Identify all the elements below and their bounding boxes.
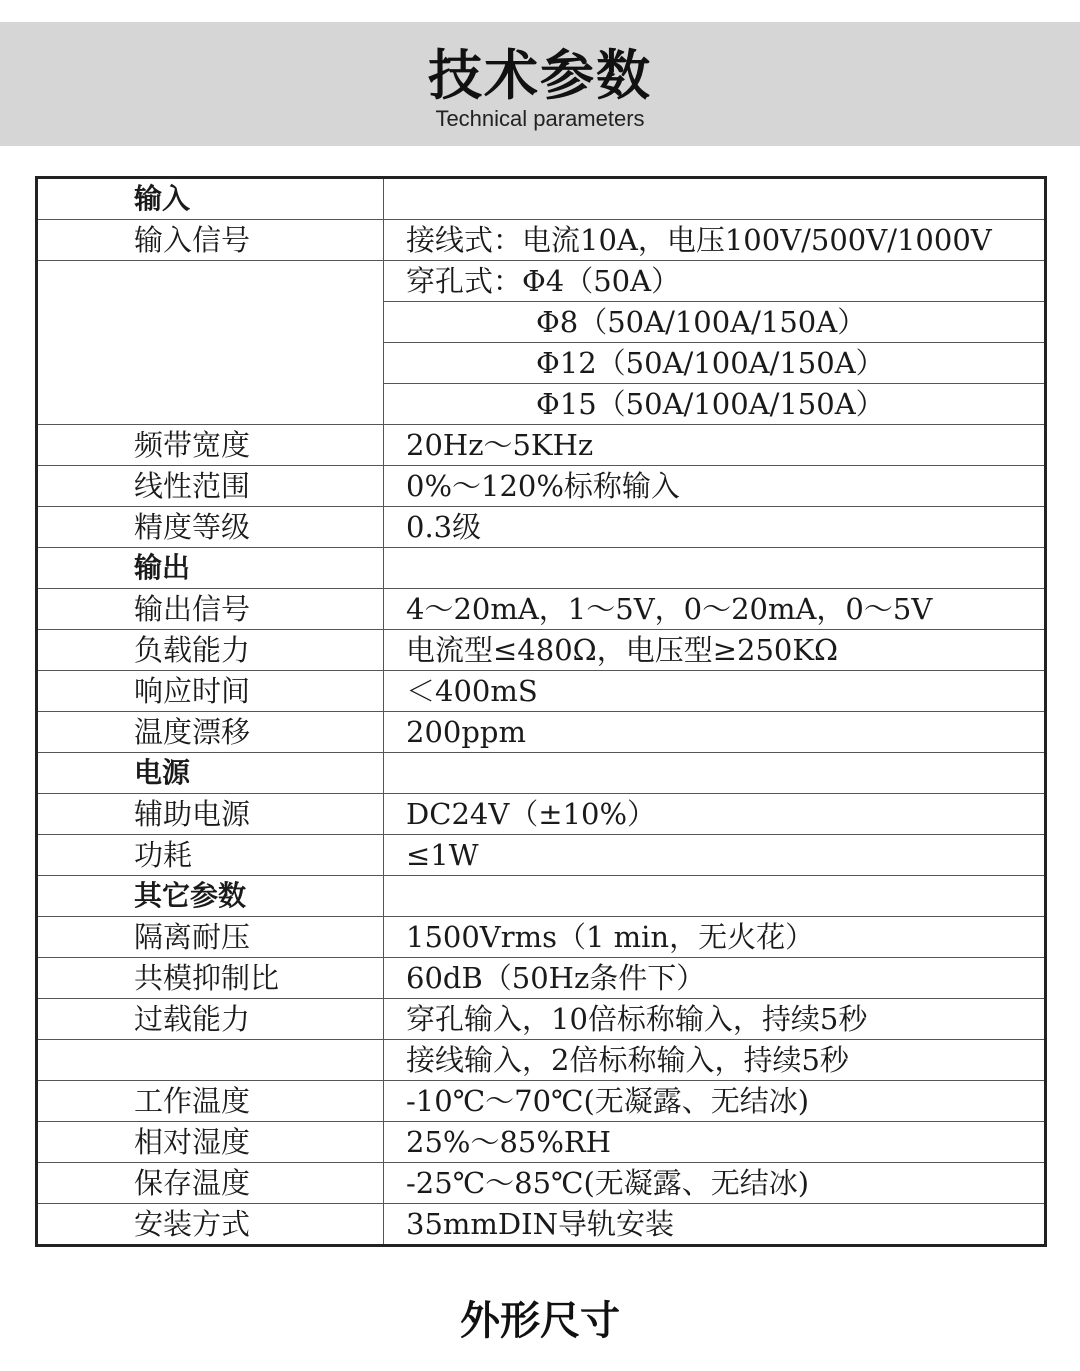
param-value: 接线输入，2倍标称输入，持续5秒 bbox=[384, 1040, 1046, 1081]
table-row bbox=[37, 425, 1046, 466]
param-label: 线性范围 bbox=[37, 466, 384, 507]
param-value: ≤1W bbox=[384, 835, 1046, 876]
param-label: 辅助电源 bbox=[37, 794, 384, 835]
param-value: 4～20mA，1～5V，0～20mA，0～5V bbox=[384, 589, 1046, 630]
param-label: 温度漂移 bbox=[37, 712, 384, 753]
param-value: 0%～120%标称输入 bbox=[384, 466, 1046, 507]
table-row bbox=[37, 630, 1046, 671]
param-value: Φ12（50A/100A/150A） bbox=[384, 343, 1046, 384]
section-label: 其它参数 bbox=[37, 876, 384, 917]
table-row bbox=[37, 1040, 1046, 1081]
section-title-dimensions: 外形尺寸 bbox=[460, 1298, 620, 1344]
param-value: 接线式：电流10A，电压100V/500V/1000V bbox=[384, 220, 1046, 261]
table-row bbox=[37, 466, 1046, 507]
table-row bbox=[37, 261, 1046, 302]
param-value: 20Hz～5KHz bbox=[384, 425, 1046, 466]
page-title: 技术参数 bbox=[428, 44, 652, 107]
table-row bbox=[37, 835, 1046, 876]
section-label: 电源 bbox=[37, 753, 384, 794]
param-label: 相对湿度 bbox=[37, 1122, 384, 1163]
param-label: 负载能力 bbox=[37, 630, 384, 671]
param-value: 0.3级 bbox=[384, 507, 1046, 548]
param-label: 频带宽度 bbox=[37, 425, 384, 466]
param-label: 共模抑制比 bbox=[37, 958, 384, 999]
spec-table-body bbox=[37, 178, 1046, 1246]
table-row bbox=[37, 507, 1046, 548]
section-label: 输出 bbox=[37, 548, 384, 589]
header-banner bbox=[0, 22, 1080, 146]
param-value: 200ppm bbox=[384, 712, 1046, 753]
param-label: 输入信号 bbox=[37, 220, 384, 261]
table-section-row bbox=[37, 753, 1046, 794]
param-value: 1500Vrms（1 min，无火花） bbox=[384, 917, 1046, 958]
param-label bbox=[37, 343, 384, 384]
param-label: 安装方式 bbox=[37, 1204, 384, 1246]
table-row bbox=[37, 1081, 1046, 1122]
param-value: ＜400mS bbox=[384, 671, 1046, 712]
page-subtitle: Technical parameters bbox=[435, 106, 645, 131]
param-label bbox=[37, 1040, 384, 1081]
table-row bbox=[37, 589, 1046, 630]
table-row bbox=[37, 1163, 1046, 1204]
param-value: 穿孔输入，10倍标称输入，持续5秒 bbox=[384, 999, 1046, 1040]
param-label bbox=[37, 302, 384, 343]
param-label: 响应时间 bbox=[37, 671, 384, 712]
table-row bbox=[37, 384, 1046, 425]
table-row bbox=[37, 343, 1046, 384]
param-label bbox=[37, 261, 384, 302]
param-label: 隔离耐压 bbox=[37, 917, 384, 958]
param-value: Φ15（50A/100A/150A） bbox=[384, 384, 1046, 425]
param-label bbox=[37, 384, 384, 425]
table-row bbox=[37, 1204, 1046, 1246]
table-row bbox=[37, 794, 1046, 835]
param-value: 穿孔式：Φ4（50A） bbox=[384, 261, 1046, 302]
param-value: 60dB（50Hz条件下） bbox=[384, 958, 1046, 999]
param-value: 25%～85%RH bbox=[384, 1122, 1046, 1163]
param-label: 保存温度 bbox=[37, 1163, 384, 1204]
param-label: 工作温度 bbox=[37, 1081, 384, 1122]
table-section-row bbox=[37, 548, 1046, 589]
param-label: 输出信号 bbox=[37, 589, 384, 630]
param-value bbox=[384, 753, 1046, 794]
param-label: 功耗 bbox=[37, 835, 384, 876]
param-value bbox=[384, 548, 1046, 589]
table-row bbox=[37, 999, 1046, 1040]
param-value: 电流型≤480Ω，电压型≥250KΩ bbox=[384, 630, 1046, 671]
section-label: 输入 bbox=[37, 178, 384, 220]
table-row bbox=[37, 917, 1046, 958]
param-value: -25℃～85℃(无凝露、无结冰) bbox=[384, 1163, 1046, 1204]
table-row bbox=[37, 671, 1046, 712]
spec-table bbox=[35, 176, 1047, 1247]
table-row bbox=[37, 220, 1046, 261]
param-value bbox=[384, 876, 1046, 917]
param-value bbox=[384, 178, 1046, 220]
table-row bbox=[37, 302, 1046, 343]
table-row bbox=[37, 1122, 1046, 1163]
param-value: 35mmDIN导轨安装 bbox=[406, 1207, 674, 1241]
param-value: -10℃～70℃(无凝露、无结冰) bbox=[384, 1081, 1046, 1122]
table-row bbox=[37, 712, 1046, 753]
param-label: 过载能力 bbox=[37, 999, 384, 1040]
table-row bbox=[37, 958, 1046, 999]
param-label: 精度等级 bbox=[37, 507, 384, 548]
table-section-row bbox=[37, 876, 1046, 917]
table-section-row bbox=[37, 178, 1046, 220]
param-value: Φ8（50A/100A/150A） bbox=[384, 302, 1046, 343]
param-value: DC24V（±10%） bbox=[384, 794, 1046, 835]
